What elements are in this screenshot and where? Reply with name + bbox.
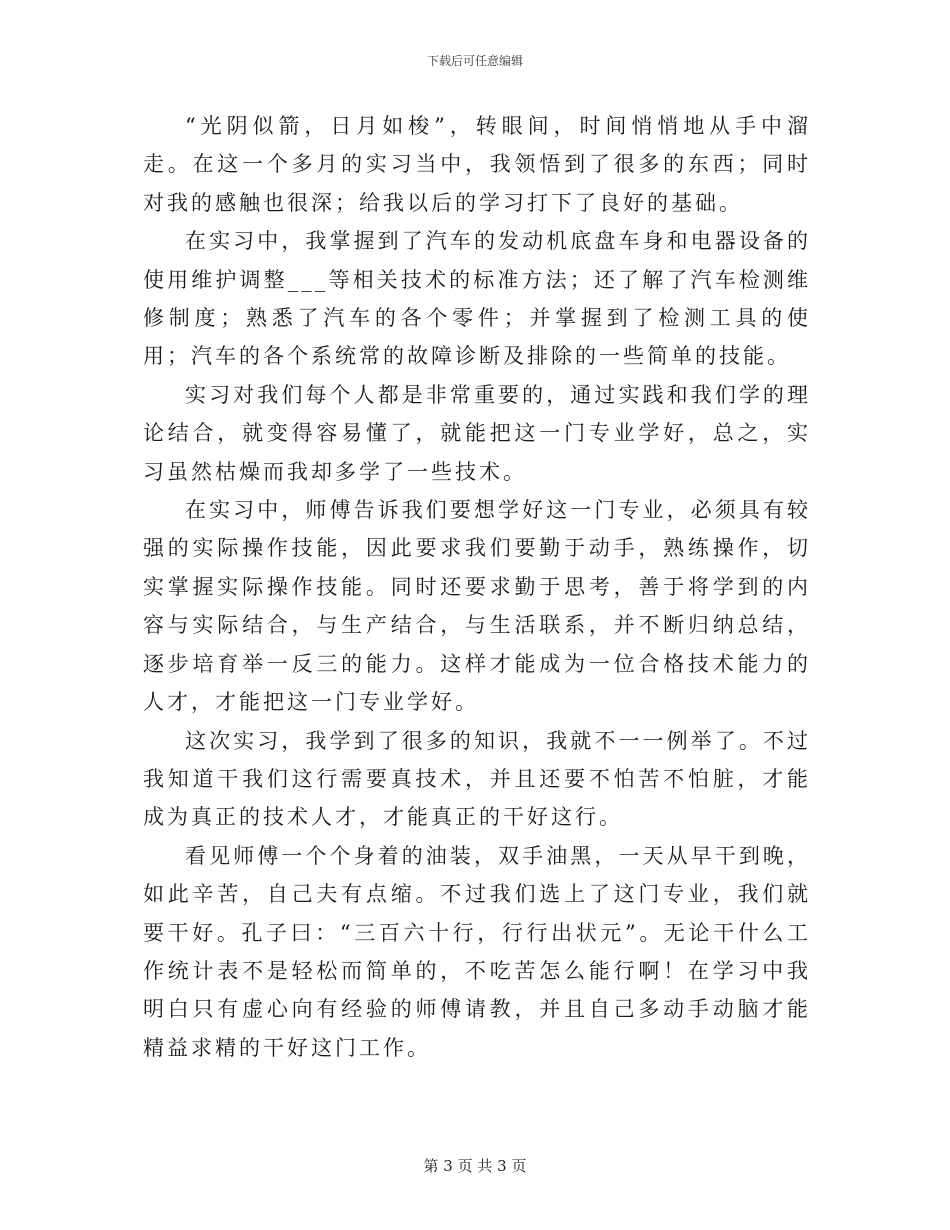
page-header-note: 下载后可任意编辑 [426, 54, 523, 68]
paragraph-3: 实习对我们每个人都是非常重要的，通过实践和我们学的理论结合，就变得容易懂了，就能把这一门专业学好，总之，实习虽然枯燥而我却多学了一些技术。 [143, 382, 811, 484]
paragraph-5: 这次实习，我学到了很多的知识，我就不一一例举了。不过我知道干我们这行需要真技术，并且还要不怕苦不怕脏，才能成为真正的技术人才，才能真正的干好这行。 [143, 728, 811, 830]
page-number: 第 3 页 共 3 页 [423, 1157, 527, 1175]
paragraph-4: 在实习中，师傅告诉我们要想学好这一门专业，必须具有较强的实际操作技能，因此要求我们要勤于动手，熟练操作，切实掌握实际操作技能。同时还要求勤于思考，善于将学到的内容与实际结合，与生产结合，与生活联系，并不断归纳总结，逐步培育举一反三的能力。这样才能成为一位合格技术能力的人才，才能把这一门专业学好。 [143, 498, 811, 715]
paragraph-1: “光阴似箭，日月如梭”，转眼间，时间悄悄地从手中溜走。在这一个多月的实习当中，我领悟到了很多的东西；同时对我的感触也很深；给我以后的学习打下了良好的基础。 [143, 114, 811, 215]
paragraph-6: 看见师傅一个个身着的油装，双手油黑，一天从早干到晚，如此辛苦，自己夫有点缩。不过我们选上了这门专业，我们就要干好。孔子曰：“三百六十行，行行出状元”。无论干什么工作统计表不是轻松而简单的，不吃苦怎么能行啊！在学习中我明白只有虚心向有经验的师傅请教，并且自己多动手动脑才能精益求精的干好这门工作。 [143, 843, 811, 1060]
paragraph-2: 在实习中，我掌握到了汽车的发动机底盘车身和电器设备的使用维护调整___等相关技术的标准方法；还了解了汽车检测维修制度；熟悉了汽车的各个零件；并掌握到了检测工具的使用；汽车的各个系统常的故障诊断及排除的一些简单的技能。 [143, 229, 811, 369]
document-body [143, 107, 811, 1067]
